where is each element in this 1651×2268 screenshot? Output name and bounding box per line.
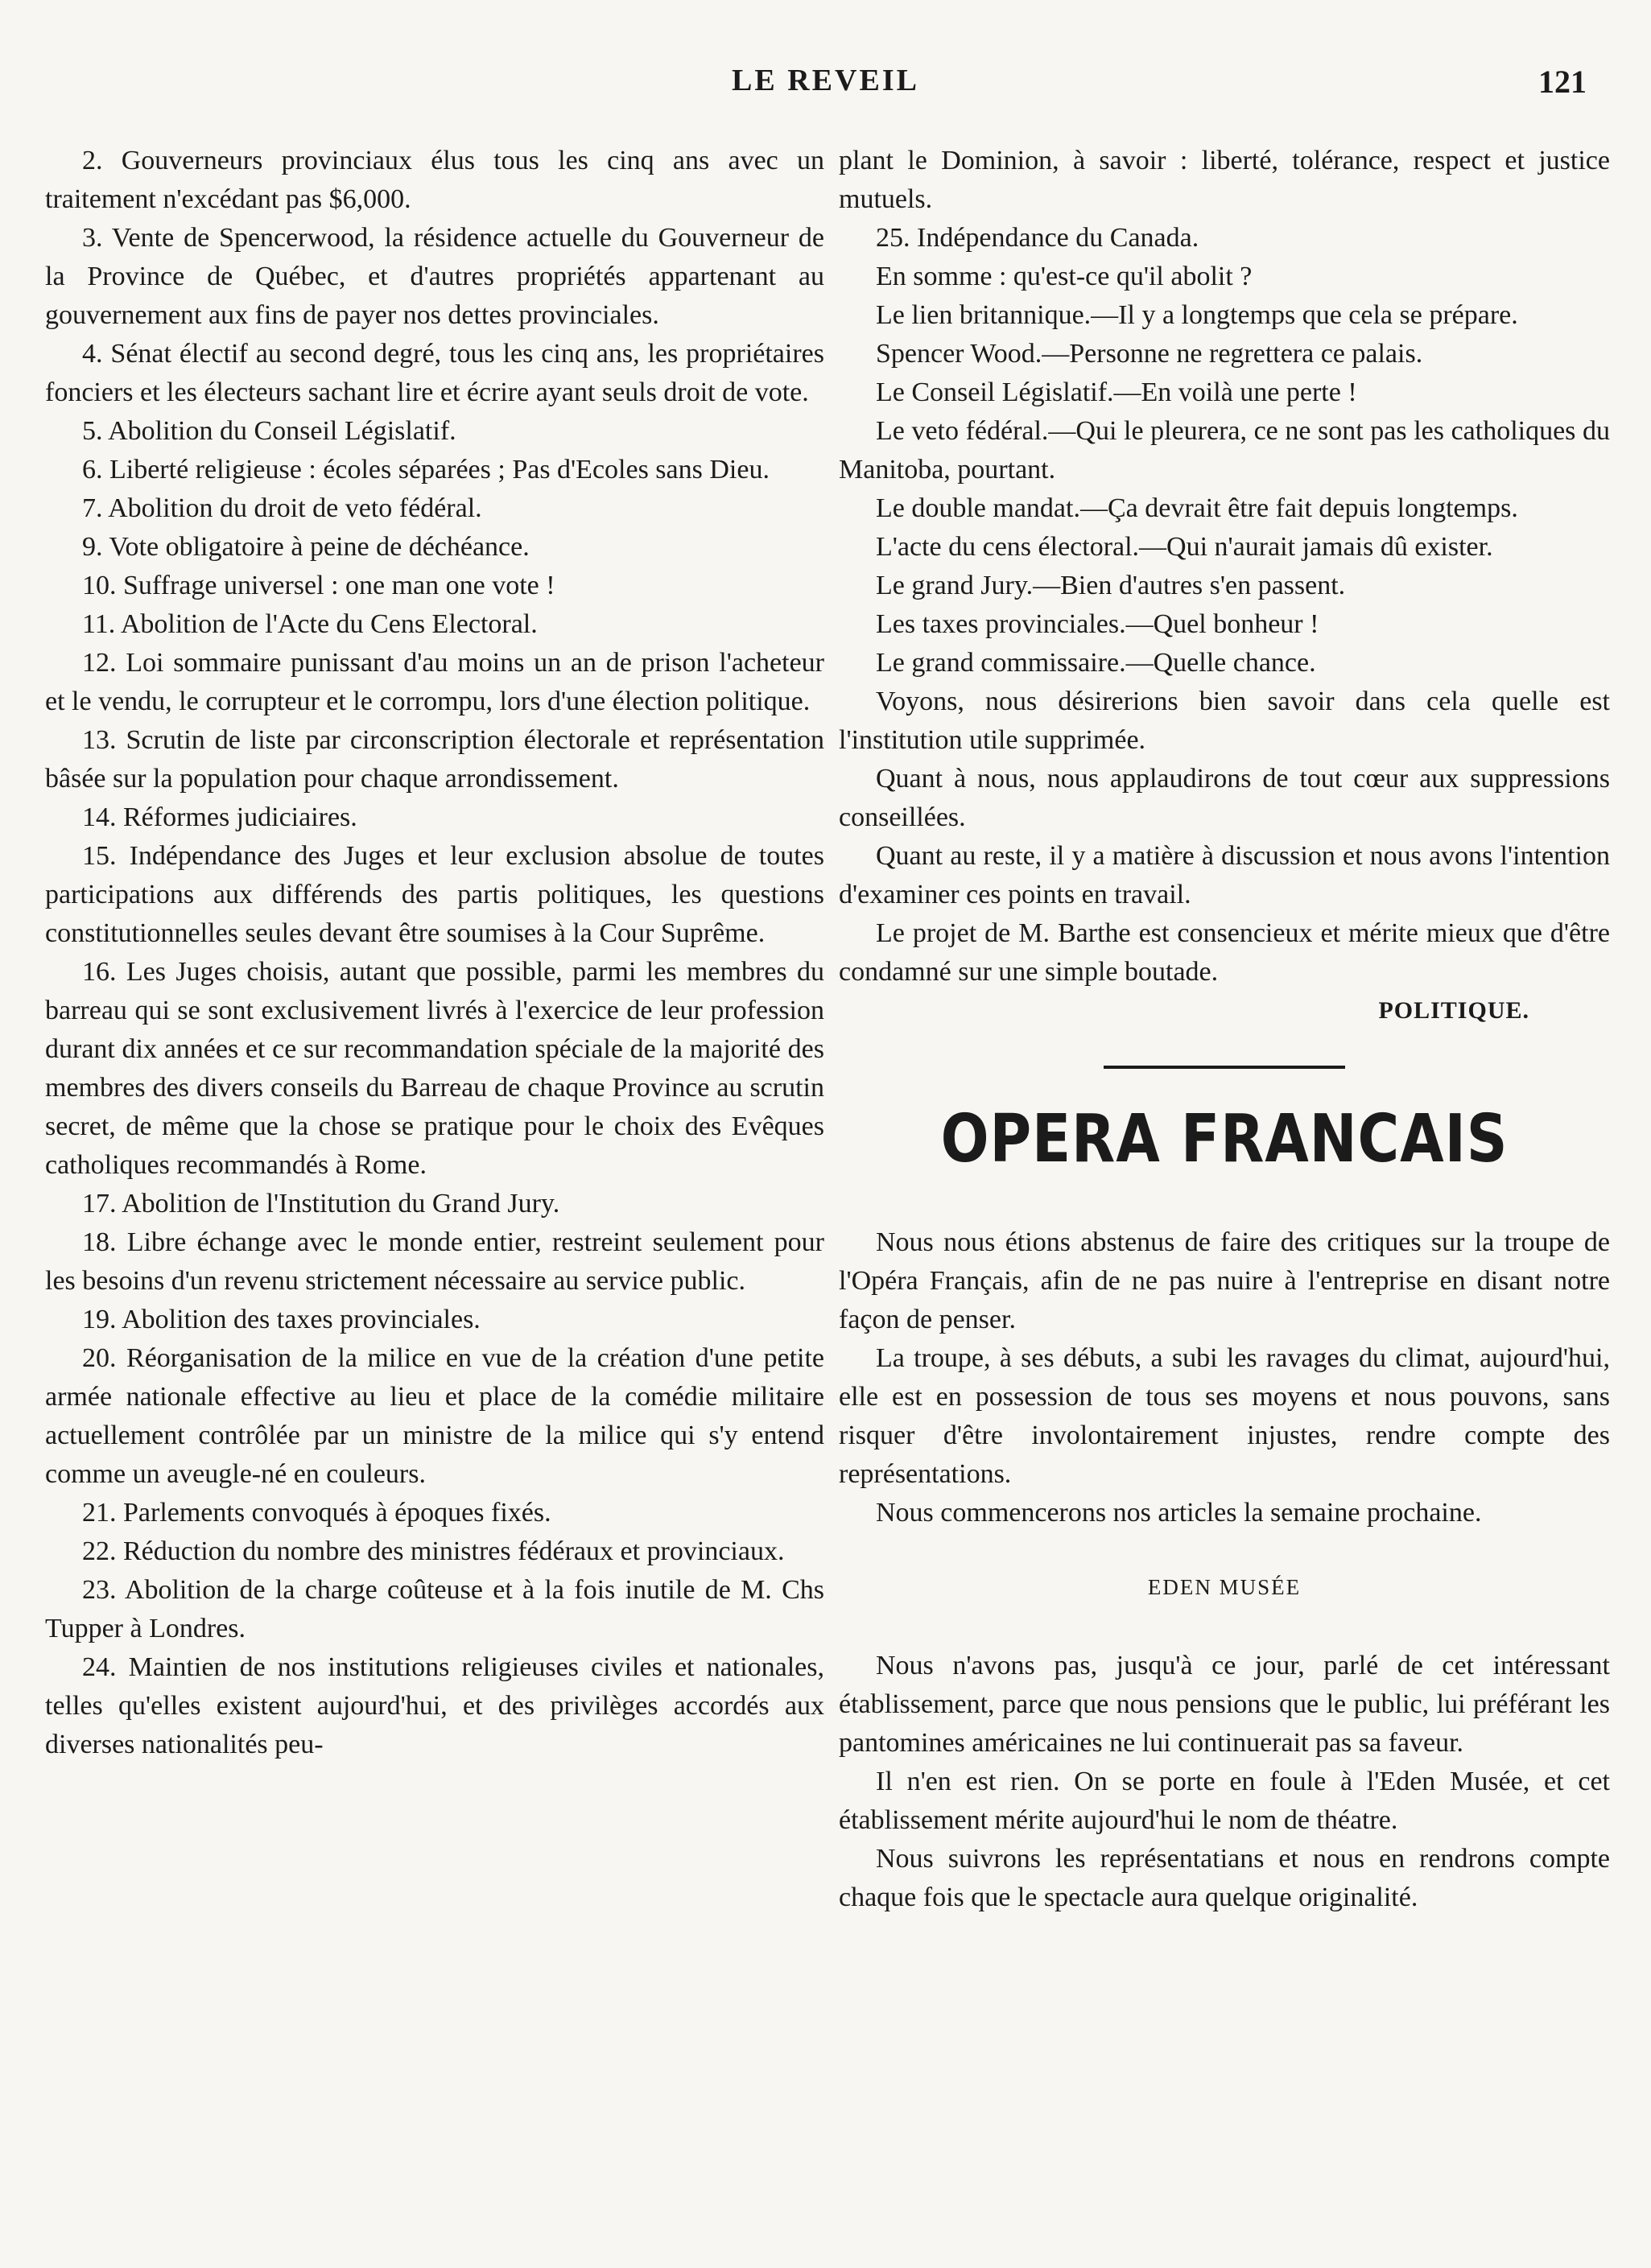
commentary-paragraph: Le veto fédéral.—Qui le pleurera, ce ne sont pas les catholiques du Manitoba, pourtant.	[839, 416, 1610, 485]
opera-paragraph: Nous nous étions abstenus de faire des critiques sur la troupe de l'Opéra Français, afin de ne pas nuire à l'entreprise en disant notre façon de penser.	[839, 1227, 1610, 1334]
list-item: 2. Gouverneurs provinciaux élus tous les cinq ans avec un traitement n'excédant pas $6,000.	[45, 146, 824, 214]
list-item: 9. Vote obligatoire à peine de déchéance.	[82, 532, 530, 562]
commentary-paragraph: Le grand commissaire.—Quelle chance.	[876, 648, 1316, 678]
continuation-paragraph: plant le Dominion, à savoir : liberté, tolérance, respect et justice mutuels.	[839, 146, 1610, 214]
commentary-paragraph: Le double mandat.—Ça devrait être fait depuis longtemps.	[876, 493, 1518, 523]
commentary-paragraph: Quant à nous, nous applaudirons de tout cœur aux suppressions conseillées.	[839, 764, 1610, 832]
commentary-paragraph: Voyons, nous désirerions bien savoir dans cela quelle est l'institution utile supprimée.	[839, 687, 1610, 755]
list-item: 7. Abolition du droit de veto fédéral.	[82, 493, 482, 523]
commentary-paragraph: Spencer Wood.—Personne ne regrettera ce palais.	[876, 339, 1423, 369]
commentary-paragraph: Le Conseil Législatif.—En voilà une perte !	[876, 377, 1357, 407]
list-item: 19. Abolition des taxes provinciales.	[82, 1305, 481, 1334]
list-item: 20. Réorganisation de la milice en vue de la création d'une petite armée nationale effective au lieu et place de la comédie militaire actuellement contrôlée par un ministre de la milice qui s'y entend comme un aveugle-né en couleurs.	[45, 1343, 824, 1489]
list-item: 13. Scrutin de liste par circonscription électorale et représentation bâsée sur la population pour chaque arrondissement.	[45, 725, 824, 794]
list-item: 12. Loi sommaire punissant d'au moins un an de prison l'acheteur et le vendu, le corrupteur et le corrompu, lors d'une élection politique.	[45, 648, 824, 716]
list-item: 17. Abolition de l'Institution du Grand Jury.	[82, 1189, 560, 1219]
list-item: 18. Libre échange avec le monde entier, restreint seulement pour les besoins d'un revenu strictement nécessaire au service public.	[45, 1227, 824, 1296]
article-signature: POLITIQUE.	[1378, 997, 1529, 1024]
commentary-paragraph: Le lien britannique.—Il y a longtemps que cela se prépare.	[876, 300, 1518, 330]
commentary-paragraph: Quant au reste, il y a matière à discussion et nous avons l'intention d'examiner ces points en travail.	[839, 841, 1610, 909]
eden-paragraph: Il n'en est rien. On se porte en foule à l'Eden Musée, et cet établissement mérite aujourd'hui le nom de théatre.	[839, 1767, 1610, 1835]
commentary-paragraph: 25. Indépendance du Canada.	[876, 223, 1199, 253]
opera-paragraph: Nous commencerons nos articles la semaine prochaine.	[876, 1498, 1482, 1528]
list-item: 21. Parlements convoqués à époques fixés.	[82, 1498, 551, 1528]
commentary-paragraph: L'acte du cens électoral.—Qui n'aurait jamais dû exister.	[876, 532, 1493, 562]
list-item: 11. Abolition de l'Acte du Cens Electoral.	[82, 609, 538, 639]
opera-paragraph: La troupe, à ses débuts, a subi les ravages du climat, aujourd'hui, elle est en possession de tous ses moyens et nous pouvons, sans risquer d'être involontairement injustes, rendre compte des représentations.	[839, 1343, 1610, 1489]
list-item: 14. Réformes judiciaires.	[82, 802, 357, 832]
page-number: 121	[1538, 64, 1587, 100]
commentary-paragraph: En somme : qu'est-ce qu'il abolit ?	[876, 262, 1253, 291]
list-item: 4. Sénat électif au second degré, tous les cinq ans, les propriétaires fonciers et les électeurs sachant lire et écrire ayant seuls droit de vote.	[45, 339, 824, 407]
eden-paragraph: Nous suivrons les représentatians et nous en rendrons compte chaque fois que le spectacle aura quelque originalité.	[839, 1844, 1610, 1912]
opera-section-title: OPERA FRANCAIS	[940, 1101, 1509, 1177]
list-item: 3. Vente de Spencerwood, la résidence actuelle du Gouverneur de la Province de Québec, et d'autres propriétés appartenant au gouvernement aux fins de payer nos dettes provinciales.	[45, 223, 824, 330]
page-header-title: LE REVEIL	[732, 64, 919, 97]
list-item: 23. Abolition de la charge coûteuse et à la fois inutile de M. Chs Tupper à Londres.	[45, 1575, 824, 1643]
right-column	[839, 142, 1610, 1917]
eden-paragraph: Nous n'avons pas, jusqu'à ce jour, parlé de cet intéressant établissement, parce que nous pensions que le public, lui préférant les pantomines américaines ne lui continuerait pas sa faveur.	[839, 1651, 1610, 1758]
list-item: 15. Indépendance des Juges et leur exclusion absolue de toutes participations aux différends des partis politiques, les questions constitutionnelles seules devant être soumises à la Cour Suprême.	[45, 841, 824, 948]
left-column	[45, 142, 824, 1764]
list-item: 6. Liberté religieuse : écoles séparées ; Pas d'Ecoles sans Dieu.	[82, 455, 770, 485]
commentary-paragraph: Le projet de M. Barthe est consencieux et mérite mieux que d'être condamné sur une simple boutade.	[839, 918, 1610, 987]
list-item: 22. Réduction du nombre des ministres fédéraux et provinciaux.	[82, 1536, 785, 1566]
list-item: 24. Maintien de nos institutions religieuses civiles et nationales, telles qu'elles existent aujourd'hui, et des privilèges accordés aux diverses nationalités peu-	[45, 1652, 824, 1759]
list-item: 5. Abolition du Conseil Législatif.	[82, 416, 456, 446]
list-item: 16. Les Juges choisis, autant que possible, parmi les membres du barreau qui se sont exclusivement livrés à l'exercice de leur profession durant dix années et ce sur recommandation spéciale de la majorité des membres des divers conseils du Barreau de chaque Province au scrutin secret, de même que la chose se pratique pour le choix des Evêques catholiques recommandés à Rome.	[45, 957, 824, 1180]
list-item: 10. Suffrage universel : one man one vote !	[82, 571, 555, 600]
section-divider	[1104, 1066, 1345, 1069]
commentary-paragraph: Les taxes provinciales.—Quel bonheur !	[876, 609, 1319, 639]
eden-section-title: EDEN MUSÉE	[1147, 1575, 1302, 1599]
commentary-paragraph: Le grand Jury.—Bien d'autres s'en passent.	[876, 571, 1346, 600]
